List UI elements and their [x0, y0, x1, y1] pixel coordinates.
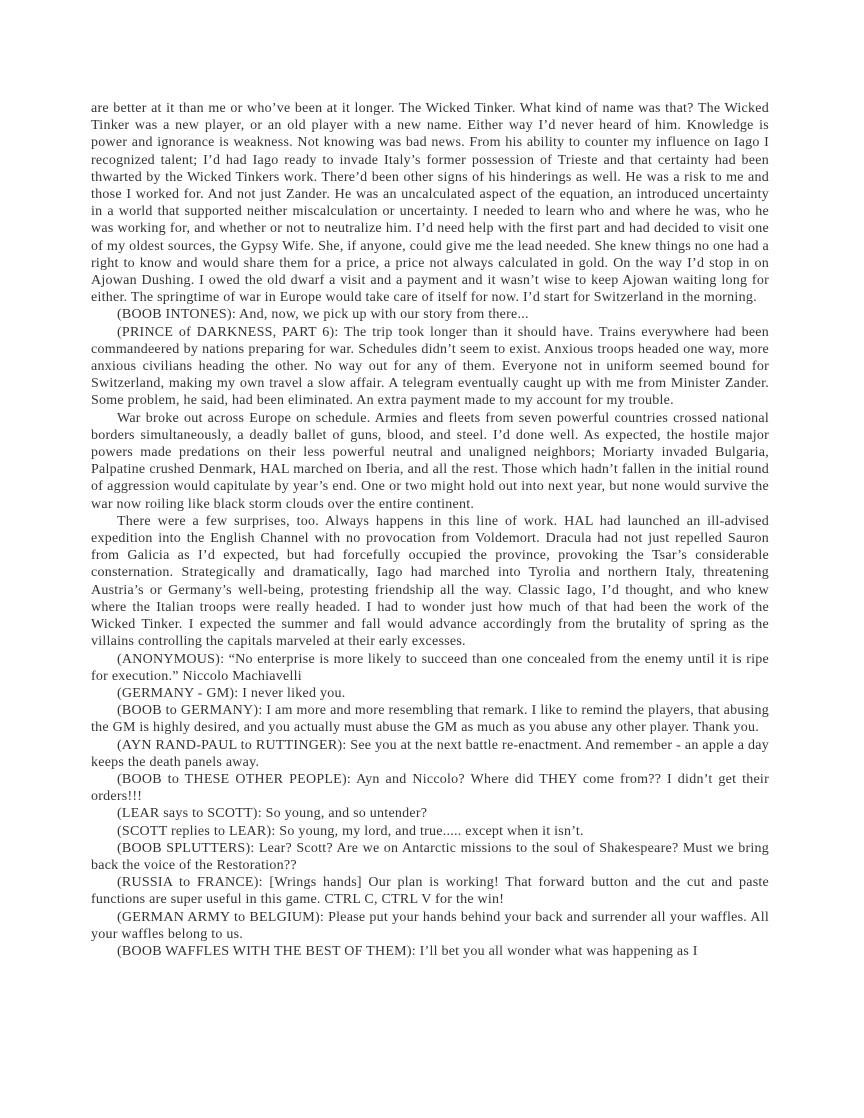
paragraph: There were a few surprises, too. Always happens in this line of work. HAL had launched an ill-advised expedition into the English Channel with no provocation from Voldemort. Dracula had not just repelled Sauron from Galicia as I’d expected, but had forcefully occupied the province, provoking the Tsar’s considerable consternation. Strategically and dramatically, Iago had marched into Tyrolia and northern Italy, threatening Austria’s or Germany’s well-being, protesting friendship all the way. Classic Iago, I’d thought, and who knew where the Italian troops were really headed. I had to wonder just how much of that had been the work of the Wicked Tinker. I expected the summer and fall would advance accordingly from the brutality of spring as the villains controlling the capitals marveled at their early excesses.	[91, 513, 769, 650]
paragraph: are better at it than me or who’ve been at it longer. The Wicked Tinker. What kind of name was that? The Wicked Tinker was a new player, or an old player with a new name. Either way I’d never heard of him. Knowledge is power and ignorance is weakness. Not knowing was bad news. From his ability to counter my influence on Iago I recognized talent; I’d had Iago ready to invade Italy’s former possession of Trieste and that certainty had been thwarted by the Wicked Tinkers work. There’d been other signs of his hinderings as well. He was a risk to me and those I worked for. And not just Zander. He was an uncalculated aspect of the equation, an introduced uncertainty in a world that supported neither miscalculation or uncertainty. I needed to learn who and where he was, who he was working for, and whether or not to neutralize him. I’d need help with the first part and had decided to visit one of my oldest sources, the Gypsy Wife. She, if anyone, could give me the lead needed. She knew things no one had a right to know and would share them for a price, a price not always calculated in gold. On the way I’d stop in on Ajowan Dushing. I owed the old dwarf a visit and a payment and it wasn’t wise to keep Ajowan waiting long for either. The springtime of war in Europe would take care of itself for now. I’d start for Switzerland in the morning.	[91, 101, 769, 306]
paragraph: (AYN RAND-PAUL to RUTTINGER): See you at the next battle re-enactment. And remember - an apple a day keeps the death panels away.	[91, 737, 769, 770]
paragraph: (BOOB SPLUTTERS): Lear? Scott? Are we on Antarctic missions to the soul of Shakespeare? Must we bring back the voice of the Restoration??	[91, 840, 769, 873]
paragraph: (BOOB WAFFLES WITH THE BEST OF THEM): I’ll bet you all wonder what was happening as I	[117, 943, 698, 959]
paragraph: (ANONYMOUS): “No enterprise is more likely to succeed than one concealed from the enemy until it is ripe for execution.” Niccolo Machiavelli	[91, 651, 769, 684]
paragraph: (GERMANY - GM): I never liked you.	[117, 685, 346, 701]
paragraph: (SCOTT replies to LEAR): So young, my lord, and true..... except when it isn’t.	[117, 823, 584, 839]
paragraph: (GERMAN ARMY to BELGIUM): Please put your hands behind your back and surrender all your waffles. All your waffles belong to us.	[91, 909, 769, 942]
page-text-column	[91, 100, 769, 960]
paragraph: (LEAR says to SCOTT): So young, and so untender?	[117, 806, 428, 822]
paragraph: (BOOB INTONES): And, now, we pick up with our story from there...	[117, 307, 529, 323]
paragraph: (BOOB to THESE OTHER PEOPLE): Ayn and Niccolo? Where did THEY come from?? I didn’t get their orders!!!	[91, 771, 769, 805]
paragraph: (PRINCE of DARKNESS, PART 6): The trip took longer than it should have. Trains everywhere had been commandeered by nations preparing for war. Schedules didn’t seem to exist. Anxious troops headed one way, more anxious civilians heading the other. No way out for any of them. Everyone not in uniform seemed bound for Switzerland, making my own travel a slow affair. A telegram eventually caught up with me from Minister Zander. Some problem, he said, had been eliminated. An extra payment made to my account for my trouble.	[91, 324, 769, 409]
paragraph: (BOOB to GERMANY): I am more and more resembling that remark. I like to remind the players, that abusing the GM is highly desired, and you actually must abuse the GM as much as you abuse any other player. Thank you.	[91, 703, 769, 736]
paragraph: (RUSSIA to FRANCE): [Wrings hands] Our plan is working! That forward button and the cut and paste functions are super useful in this game. CTRL C, CTRL V for the win!	[91, 875, 769, 908]
paragraph: War broke out across Europe on schedule. Armies and fleets from seven powerful countries crossed national borders simultaneously, a deadly ballet of guns, blood, and steel. I’d done well. As expected, the hostile major powers made predations on their less powerful neutral and unaligned neighbors; Moriarty invaded Bulgaria, Palpatine crushed Denmark, HAL marched on Iberia, and all the rest. Those which hadn’t fallen in the initial round of aggression would capitulate by year’s end. One or two might hold out into next year, but none would survive the war now roiling like black storm clouds over the entire continent.	[91, 410, 769, 512]
